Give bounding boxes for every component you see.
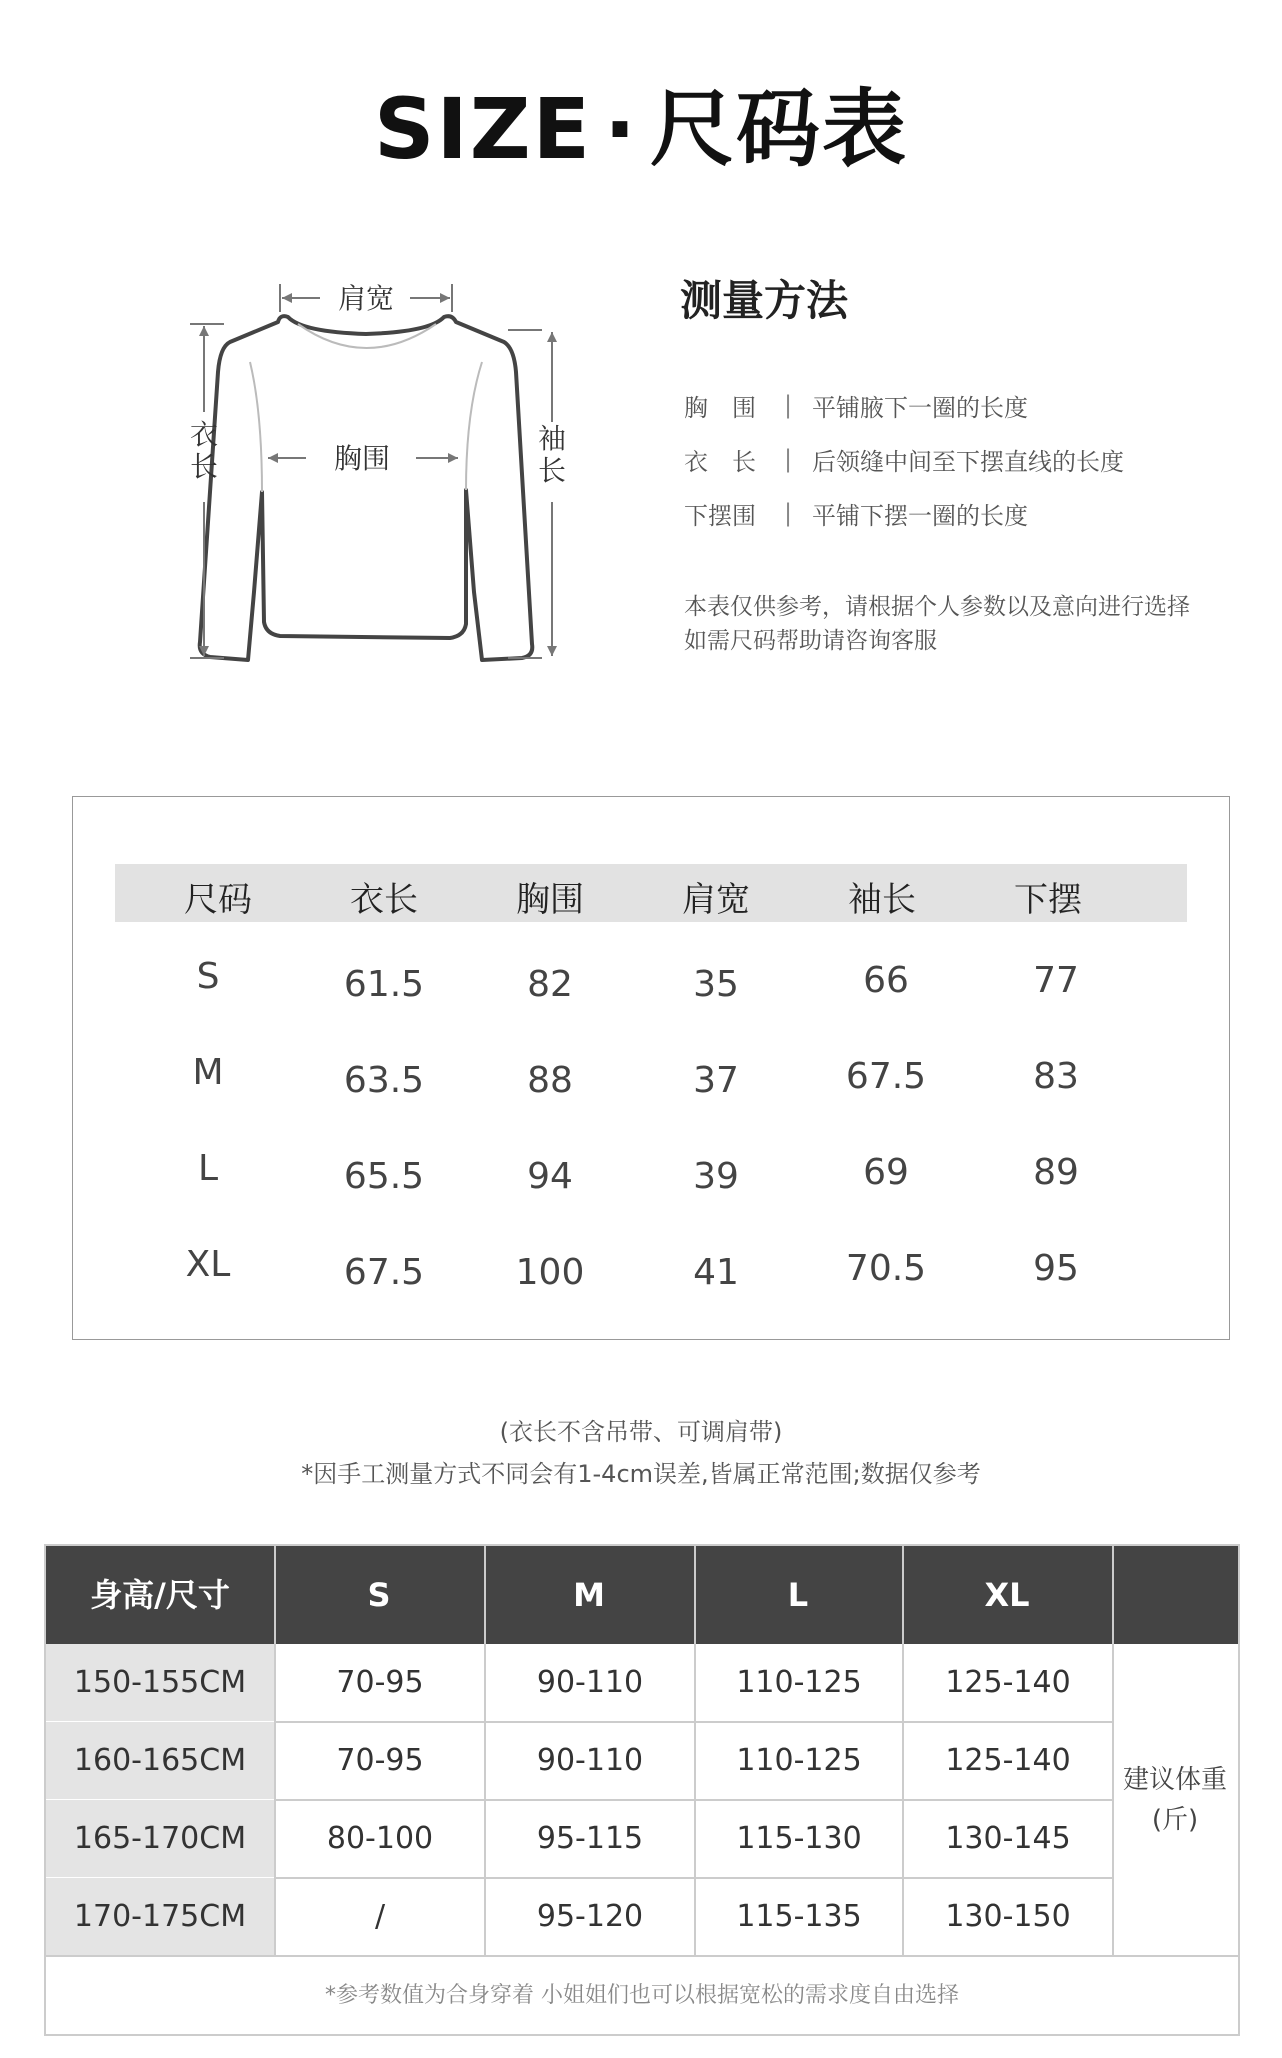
size-header-cell: 袖长 bbox=[848, 880, 916, 920]
weight-table bbox=[44, 1544, 1240, 2036]
size-cell: 89 bbox=[1033, 1152, 1079, 1193]
reference-note-line2: 如需尺码帮助请咨询客服 bbox=[684, 628, 937, 654]
weight-cell: 125-140 bbox=[945, 1743, 1071, 1778]
size-cell: 94 bbox=[527, 1156, 573, 1197]
garment-diagram bbox=[190, 262, 580, 672]
weight-header-cell: S bbox=[367, 1576, 391, 1614]
size-cell: 70.5 bbox=[845, 1248, 927, 1289]
size-cell: S bbox=[196, 956, 220, 997]
weight-header-cell: XL bbox=[984, 1576, 1030, 1614]
suggested-weight-label bbox=[1112, 1644, 1238, 1955]
size-header-cell: 尺码 bbox=[184, 880, 252, 920]
method-key: 下摆围 bbox=[684, 501, 756, 530]
armhole-left bbox=[250, 362, 262, 492]
weight-cell: 130-150 bbox=[945, 1899, 1071, 1934]
title-size: SIZE bbox=[374, 80, 593, 178]
size-cell: 61.5 bbox=[343, 964, 425, 1005]
weight-cell: 70-95 bbox=[336, 1665, 424, 1700]
size-cell: 83 bbox=[1033, 1056, 1079, 1097]
weight-cell: 95-120 bbox=[536, 1899, 644, 1934]
weight-cell: 90-110 bbox=[536, 1743, 644, 1778]
size-cell: 77 bbox=[1033, 960, 1079, 1001]
method-key: 胸 围 bbox=[684, 393, 756, 422]
page-title bbox=[0, 62, 1282, 183]
garment-diagram-svg bbox=[190, 262, 580, 672]
method-row bbox=[684, 432, 1244, 486]
size-cell: L bbox=[197, 1148, 219, 1189]
weight-cell: 115-135 bbox=[736, 1899, 862, 1934]
title-separator: · bbox=[604, 80, 638, 178]
method-value: 平铺下摆一圈的长度 bbox=[812, 501, 1028, 530]
size-cell: 95 bbox=[1033, 1248, 1079, 1289]
method-title: 测量方法 bbox=[680, 276, 849, 325]
sleeve-label-1: 袖 bbox=[537, 422, 567, 455]
suggested-weight-line1: 建议体重 bbox=[1122, 1764, 1227, 1795]
size-cell: 67.5 bbox=[343, 1252, 425, 1293]
size-cell: 82 bbox=[527, 964, 573, 1005]
method-divider: | bbox=[784, 499, 793, 527]
size-cell: 63.5 bbox=[343, 1060, 425, 1101]
weight-header-cell bbox=[1112, 1546, 1238, 1644]
length-label-1: 衣 bbox=[190, 418, 219, 451]
weight-cell: 130-145 bbox=[945, 1821, 1071, 1856]
weight-cell: 115-130 bbox=[736, 1821, 862, 1856]
weight-cell: 70-95 bbox=[336, 1743, 424, 1778]
size-cell: 100 bbox=[515, 1252, 585, 1293]
height-cell: 160-165CM bbox=[46, 1722, 274, 1799]
size-cell: XL bbox=[185, 1244, 231, 1285]
reference-note bbox=[684, 590, 1264, 658]
method-list bbox=[684, 378, 1244, 540]
suggested-weight-line2: (斤) bbox=[1151, 1804, 1199, 1835]
weight-cell: 90-110 bbox=[536, 1665, 644, 1700]
method-divider: | bbox=[784, 445, 793, 473]
weight-header-cell: M bbox=[573, 1576, 605, 1614]
size-cell: 67.5 bbox=[845, 1056, 927, 1097]
size-cell: 37 bbox=[693, 1060, 739, 1101]
method-key: 衣 长 bbox=[684, 447, 756, 476]
size-header-cell: 肩宽 bbox=[682, 880, 750, 920]
garment-outline bbox=[200, 316, 533, 660]
weight-cell: 110-125 bbox=[736, 1743, 862, 1778]
size-header-cell: 胸围 bbox=[516, 880, 584, 920]
method-value: 平铺腋下一圈的长度 bbox=[812, 393, 1028, 422]
height-cell: 150-155CM bbox=[46, 1644, 274, 1721]
title-cn: 尺码表 bbox=[649, 80, 908, 178]
size-cell: 65.5 bbox=[343, 1156, 425, 1197]
armhole-right bbox=[466, 362, 482, 490]
size-cell: 66 bbox=[863, 960, 909, 1001]
shoulder-label: 肩宽 bbox=[337, 282, 395, 315]
weight-header-cell: 身高/尺寸 bbox=[90, 1576, 230, 1614]
method-row bbox=[684, 486, 1244, 540]
weight-cell: 125-140 bbox=[945, 1665, 1071, 1700]
weight-header-cell: L bbox=[787, 1576, 809, 1614]
size-header-cell: 下摆 bbox=[1014, 880, 1082, 920]
size-cell: 69 bbox=[863, 1152, 909, 1193]
size-cell: 88 bbox=[527, 1060, 573, 1101]
method-value: 后领缝中间至下摆直线的长度 bbox=[812, 447, 1124, 476]
weight-cell: 110-125 bbox=[736, 1665, 862, 1700]
chest-label: 胸围 bbox=[333, 442, 391, 475]
height-cell: 165-170CM bbox=[46, 1800, 274, 1877]
method-divider: | bbox=[784, 391, 793, 419]
size-cell: 41 bbox=[693, 1252, 739, 1293]
weight-cell: / bbox=[374, 1899, 386, 1934]
note-strap: (衣长不含吊带、可调肩带) bbox=[499, 1418, 783, 1446]
sleeve-label-2: 长 bbox=[537, 454, 567, 487]
reference-note-line1: 本表仅供参考，请根据个人参数以及意向进行选择 bbox=[684, 594, 1190, 620]
weight-cell: 95-115 bbox=[536, 1821, 644, 1856]
size-cell: 35 bbox=[693, 964, 739, 1005]
size-cell: 39 bbox=[693, 1156, 739, 1197]
height-cell: 170-175CM bbox=[46, 1878, 274, 1955]
note-error: *因手工测量方式不同会有1-4cm误差,皆属正常范围;数据仅参考 bbox=[301, 1460, 981, 1488]
weight-table-footer: *参考数值为合身穿着 小姐姐们也可以根据宽松的需求度自由选择 bbox=[325, 1983, 959, 2008]
method-row bbox=[684, 378, 1244, 432]
weight-cell: 80-100 bbox=[326, 1821, 434, 1856]
length-label-2: 长 bbox=[190, 450, 219, 483]
size-cell: M bbox=[192, 1052, 224, 1093]
size-header-cell: 衣长 bbox=[350, 880, 418, 920]
